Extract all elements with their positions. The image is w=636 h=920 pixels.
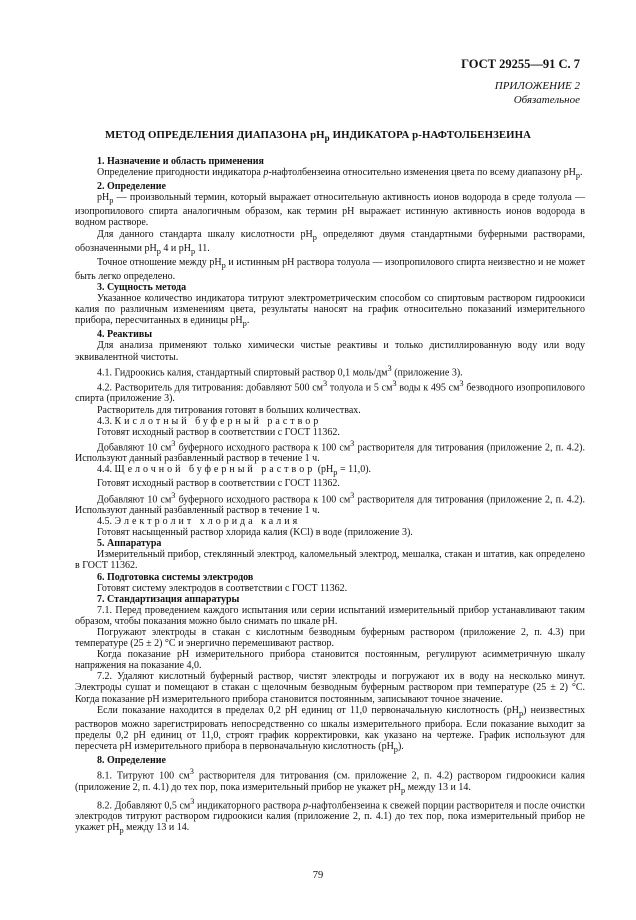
paragraph: 7.1. Перед проведением каждого испытания или серии испытаний измерительный прибор устанавливают таким образом, чтобы показания можно было снимать по шкале pH.	[75, 604, 585, 627]
paragraph: $pH_p$ — произвольный термин, который выражает относительную активность ионов водорода в среде толуола — изопропилового спирта аналогичным образом, как термин pH выражает истинную активность ионов водорода в водном растворе.	[75, 192, 585, 229]
section-heading: 8. Определение	[97, 755, 166, 766]
paragraph: 4.5. Электролит хлорида калия	[97, 516, 301, 528]
paragraph: Точное отношение между $pH_p$ и истинным pH раствора толуола — изопропилового спирта неизвестно и не может быть легко определено.	[75, 256, 585, 282]
paragraph: Для анализа применяют только химически чистые реактивы и только дистиллированную воду или воду эквивалентной чистоты.	[75, 340, 585, 363]
document-title: МЕТОД ОПРЕДЕЛЕНИЯ ДИАПАЗОНА $pH_p$ ИНДИКАТОРА p-НАФТОЛБЕНЗЕИНА	[104, 129, 532, 144]
paragraph: Готовят исходный раствор в соответствии с ГОСТ 11362.	[97, 426, 340, 438]
paragraph: Готовят исходный раствор в соответствии с ГОСТ 11362.	[97, 478, 340, 490]
section-heading: 2. Определение	[97, 181, 166, 193]
page-number: 79	[312, 870, 324, 881]
paragraph: Если показание находится в пределах 0,2 pH единиц от 11,0 первоначальную кислотность $(pH_p)$ неизвестных растворов можно зарегистрировать непосредственно со шкалы измерительного прибора. Если показание выходит за пределы 0,2 pH единиц от 11,0, строят график корректировки, как указано на чертеже. График используют для пересчета pH измерительного прибора в первоначальную кислотность $(pH_p)$.	[75, 704, 585, 754]
paragraph: 8.1. Титруют 100 $см^3$ растворителя для титрования (см. приложение 2, п. 4.2) раствором гидроокиси калия (приложение 2, п. 4.1) до тех пор, пока измерительный прибор не укажет $pH_p$ между 13 и 14.	[75, 767, 585, 795]
paragraph: 8.2. Добавляют 0,5 $см^3$ индикаторного раствора p-нафтолбензеина к свежей порции растворителя и после очистки электродов титруют раствором гидроокиси калия (приложение 2, п. 4.1) до тех пор, пока измерительный прибор не укажет $pH_p$ между 13 и 14.	[75, 796, 585, 836]
paragraph: Растворитель для титрования готовят в больших количествах.	[97, 404, 361, 416]
section-heading: 5. Аппаратура	[97, 538, 162, 550]
paragraph: 4.3. Кислотный буферный раствор	[97, 415, 322, 427]
document-body	[75, 156, 585, 836]
paragraph: Готовят систему электродов в соответствии с ГОСТ 11362.	[97, 582, 348, 594]
paragraph: 4.1. Гидроокись калия, стандартный спиртовый раствор 0,1 моль/$дм^3$ (приложение 3).	[97, 363, 463, 378]
page-header: ГОСТ 29255—91 С. 7	[461, 57, 580, 71]
paragraph: Добавляют 10 $см^3$ буферного исходного раствора к 100 $см^3$ растворителя для титрования (приложение 2, п. 4.2). Используют данный разбавленный раствор в течение 1 ч.	[75, 490, 586, 516]
paragraph: Указанное количество индикатора титруют электрометрическим способом со спиртовым раствором гидроокиси калия по различным изменениям цвета, результаты наносят на график относительно показаний измерительного прибора, пересчитанных в единицы $pH_p$.	[75, 293, 585, 329]
section-heading: 6. Подготовка системы электродов	[97, 571, 254, 583]
section-heading: 7. Стандартизация аппаратуры	[97, 593, 240, 605]
paragraph: Определение пригодности индикатора p-нафтолбензеина относительно изменения цвета по всему диапазону $pH_p$.	[97, 167, 583, 181]
section-heading: 4. Реактивы	[97, 329, 153, 341]
paragraph: Для данного стандарта шкалу кислотности $pH_p$ определяют двумя стандартными буферными растворами, обозначенными $pH_p$ 4 и $pH_p$ 11.	[75, 228, 585, 256]
section-heading: 1. Назначение и область применения	[97, 156, 264, 167]
paragraph: 4.4. Щелочной буферный раствор $(pH_p = 11,0)$.	[97, 464, 372, 478]
appendix-status: Обязательное	[513, 94, 580, 106]
appendix-number: ПРИЛОЖЕНИЕ 2	[494, 80, 580, 92]
paragraph: Когда показание pH измерительного прибора становится постоянным, регулируют асимметричную шкалу напряжения на показание 4,0.	[75, 649, 585, 672]
section-heading: 3. Сущность метода	[97, 281, 187, 293]
paragraph: 4.2. Растворитель для титрования: добавляют 500 $см^3$ толуола и 5 $см^3$ воды к 495 $см^3$ безводного изопропилового спирта (приложение 3).	[75, 379, 586, 405]
appendix-label	[495, 79, 580, 107]
paragraph: Готовят насыщенный раствор хлорида калия (KCl) в воде (приложение 3).	[97, 527, 413, 539]
paragraph: Погружают электроды в стакан с кислотным безводным буферным раствором (приложение 2, п. 4.3) при температуре (25 ± 2) °С и энергично перемешивают раствор.	[75, 626, 585, 650]
paragraph: 7.2. Удаляют кислотный буферный раствор, чистят электроды и погружают их в воду на несколько минут. Электроды сушат и помещают в стакан с щелочным безводным буферным раствором при температуре (25 ± 2) °С. Когда показание pH измерительного прибора становится постоянным, записывают точное значение.	[75, 671, 585, 705]
paragraph: Добавляют 10 $см^3$ буферного исходного раствора к 100 $см^3$ растворителя для титрования (приложение 2, п. 4.2). Используют данный разбавленный раствор в течение 1 ч.	[75, 438, 586, 465]
paragraph: Измерительный прибор, стеклянный электрод, каломельный электрод, мешалка, стакан и штатив, как определено в ГОСТ 11362.	[75, 549, 585, 572]
